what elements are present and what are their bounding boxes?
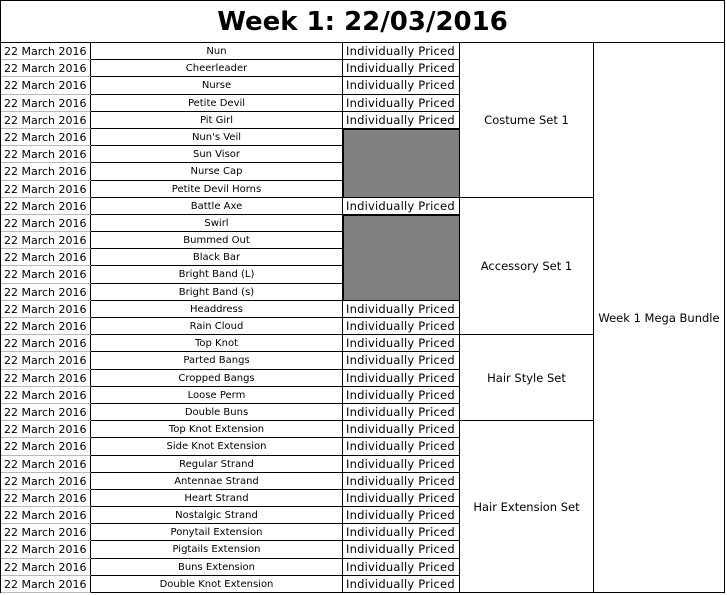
- item-cell: Ponytail Extension: [91, 524, 343, 541]
- price-cell: Individually Priced: [343, 370, 460, 387]
- item-cell: Antennae Strand: [91, 473, 343, 490]
- table-row: [1, 473, 460, 490]
- price-cell: Individually Priced: [343, 559, 460, 576]
- item-cell: Top Knot Extension: [91, 421, 343, 438]
- merged-gray-cell: [343, 215, 460, 301]
- table-row: [1, 541, 460, 559]
- date-cell: 22 March 2016: [1, 576, 91, 593]
- item-cell: Heart Strand: [91, 490, 343, 507]
- item-cell: Parted Bangs: [91, 352, 343, 370]
- price-cell: Individually Priced: [343, 507, 460, 524]
- item-cell: Buns Extension: [91, 559, 343, 576]
- table-row: [1, 352, 460, 370]
- item-cell: Petite Devil Horns: [91, 181, 343, 198]
- price-cell: Individually Priced: [343, 490, 460, 507]
- date-cell: 22 March 2016: [1, 524, 91, 541]
- item-cell: Nurse Cap: [91, 163, 343, 181]
- table-row: [1, 198, 460, 215]
- price-cell: Individually Priced: [343, 473, 460, 490]
- date-cell: 22 March 2016: [1, 559, 91, 576]
- date-cell: 22 March 2016: [1, 249, 91, 266]
- merged-gray-cell: [343, 129, 460, 198]
- item-cell: Headdress: [91, 301, 343, 318]
- price-cell: Individually Priced: [343, 43, 460, 60]
- item-cell: Black Bar: [91, 249, 343, 266]
- table-row: [1, 318, 460, 335]
- price-cell: Individually Priced: [343, 60, 460, 77]
- item-cell: Battle Axe: [91, 198, 343, 215]
- date-cell: 22 March 2016: [1, 507, 91, 524]
- item-cell: Nurse: [91, 77, 343, 95]
- table-row: [1, 507, 460, 524]
- sheet-title: Week 1: 22/03/2016: [1, 1, 724, 43]
- date-cell: 22 March 2016: [1, 456, 91, 473]
- item-cell: Petite Devil: [91, 95, 343, 112]
- item-cell: Top Knot: [91, 335, 343, 352]
- date-cell: 22 March 2016: [1, 43, 91, 60]
- item-cell: Bummed Out: [91, 232, 343, 249]
- item-cell: Double Buns: [91, 404, 343, 421]
- table-row: [1, 60, 460, 77]
- price-cell: Individually Priced: [343, 77, 460, 95]
- date-cell: 22 March 2016: [1, 335, 91, 352]
- table-row: [1, 456, 460, 473]
- price-cell: Individually Priced: [343, 404, 460, 421]
- table-row: [1, 524, 460, 541]
- set-name-cell: Hair Extension Set: [460, 421, 594, 593]
- price-cell: Individually Priced: [343, 421, 460, 438]
- date-cell: 22 March 2016: [1, 163, 91, 181]
- item-cell: Swirl: [91, 215, 343, 232]
- date-cell: 22 March 2016: [1, 490, 91, 507]
- item-cell: Bright Band (L): [91, 266, 343, 284]
- item-cell: Side Knot Extension: [91, 438, 343, 456]
- date-cell: 22 March 2016: [1, 318, 91, 335]
- date-cell: 22 March 2016: [1, 438, 91, 456]
- price-cell: Individually Priced: [343, 387, 460, 404]
- table-row: [1, 421, 460, 438]
- item-cell: Cheerleader: [91, 60, 343, 77]
- mega-bundle-cell: Week 1 Mega Bundle: [598, 311, 720, 325]
- date-cell: 22 March 2016: [1, 232, 91, 249]
- price-cell: Individually Priced: [343, 524, 460, 541]
- table-row: [1, 559, 460, 576]
- date-cell: 22 March 2016: [1, 215, 91, 232]
- table-row: [1, 95, 460, 112]
- item-cell: Nun's Veil: [91, 129, 343, 146]
- price-cell: Individually Priced: [343, 301, 460, 318]
- price-cell: Individually Priced: [343, 198, 460, 215]
- set-name-cell: Costume Set 1: [460, 43, 594, 198]
- item-cell: Loose Perm: [91, 387, 343, 404]
- price-cell: Individually Priced: [343, 456, 460, 473]
- date-cell: 22 March 2016: [1, 129, 91, 146]
- date-cell: 22 March 2016: [1, 181, 91, 198]
- table-row: [1, 490, 460, 507]
- date-cell: 22 March 2016: [1, 95, 91, 112]
- date-cell: 22 March 2016: [1, 60, 91, 77]
- price-cell: Individually Priced: [343, 438, 460, 456]
- date-cell: 22 March 2016: [1, 404, 91, 421]
- table-row: [1, 112, 460, 129]
- table-row: [1, 335, 460, 352]
- date-cell: 22 March 2016: [1, 541, 91, 559]
- price-cell: Individually Priced: [343, 335, 460, 352]
- item-cell: Nostalgic Strand: [91, 507, 343, 524]
- item-cell: Rain Cloud: [91, 318, 343, 335]
- set-name-cell: Accessory Set 1: [460, 198, 594, 335]
- item-cell: Double Knot Extension: [91, 576, 343, 593]
- date-cell: 22 March 2016: [1, 146, 91, 163]
- table-row: [1, 576, 460, 593]
- price-cell: Individually Priced: [343, 576, 460, 593]
- price-cell: Individually Priced: [343, 352, 460, 370]
- item-cell: Pigtails Extension: [91, 541, 343, 559]
- price-cell: Individually Priced: [343, 112, 460, 129]
- price-cell: Individually Priced: [343, 541, 460, 559]
- date-cell: 22 March 2016: [1, 284, 91, 301]
- date-cell: 22 March 2016: [1, 301, 91, 318]
- item-cell: Nun: [91, 43, 343, 60]
- table-row: [1, 404, 460, 421]
- table-row: [1, 301, 460, 318]
- price-cell: Individually Priced: [343, 318, 460, 335]
- date-cell: 22 March 2016: [1, 387, 91, 404]
- date-cell: 22 March 2016: [1, 112, 91, 129]
- item-grid: [1, 43, 724, 593]
- date-cell: 22 March 2016: [1, 370, 91, 387]
- table-row: [1, 438, 460, 456]
- set-name-cell: Hair Style Set: [460, 335, 594, 421]
- item-cell: Cropped Bangs: [91, 370, 343, 387]
- item-cell: Sun Visor: [91, 146, 343, 163]
- item-cell: Pit Girl: [91, 112, 343, 129]
- item-cell: Bright Band (s): [91, 284, 343, 301]
- date-cell: 22 March 2016: [1, 352, 91, 370]
- table-row: [1, 43, 460, 60]
- date-cell: 22 March 2016: [1, 473, 91, 490]
- date-cell: 22 March 2016: [1, 266, 91, 284]
- date-cell: 22 March 2016: [1, 77, 91, 95]
- table-row: [1, 387, 460, 404]
- table-row: [1, 370, 460, 387]
- table-row: [1, 77, 460, 95]
- date-cell: 22 March 2016: [1, 198, 91, 215]
- item-cell: Regular Strand: [91, 456, 343, 473]
- date-cell: 22 March 2016: [1, 421, 91, 438]
- price-cell: Individually Priced: [343, 95, 460, 112]
